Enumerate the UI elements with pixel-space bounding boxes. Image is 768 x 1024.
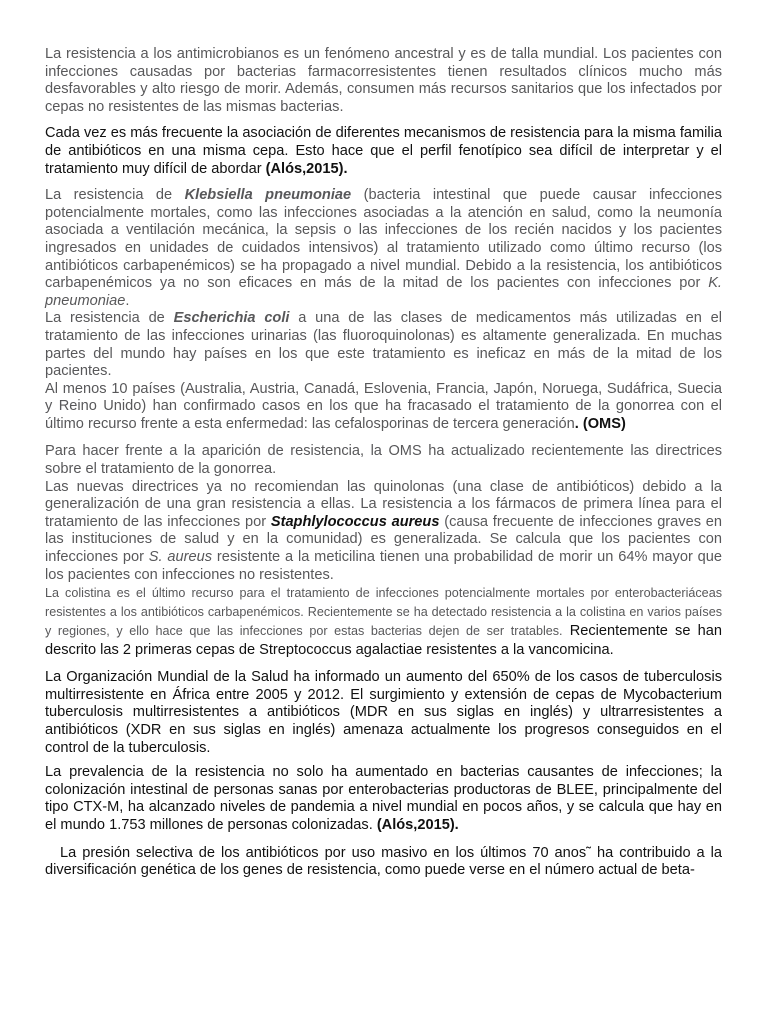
- paragraph-text: La resistencia de: [45, 187, 185, 204]
- citation: (Alós,2015).: [376, 816, 459, 833]
- paragraph-selective-pressure: La presión selectiva de los antibióticos por uso masivo en los últimos 70 anos˜ ha contribuido a la diversificación genética de los genes de resistencia, como puede verse en el número actual de beta-: [45, 844, 722, 879]
- paragraph-text: La resistencia de: [45, 310, 174, 327]
- organism-abbreviation: K. pneumoniae: [45, 275, 722, 309]
- paragraph-text: (bacteria intestinal que puede causar infecciones potencialmente mortales, como las infecciones asociadas a la atención en salud, como la neumonía asociada a ventilación mecánica, la sepsis o las infecciones de los recién nacidos y los pacientes ingresados en unidades de cuidados intensivos) al tratamiento utilizado como último recurso (los antibióticos carbapenémicos) se ha propagado a nivel mundial. Debido a la resistencia, los antibióticos carbapenémicos ya no son eficaces en más de la mitad de los pacientes con infecciones por: [45, 187, 722, 292]
- paragraph-text: Cada vez es más frecuente la asociación de diferentes mecanismos de resistencia para la misma familia de antibióticos en una misma cepa. Esto hace que el perfil fenotípico sea difícil de interpretar y el tratamiento muy difícil de abordar: [45, 125, 722, 177]
- paragraph-oms-guidelines: Para hacer frente a la aparición de resistencia, la OMS ha actualizado recientemente las directrices sobre el tratamiento de la gonorrea.: [45, 443, 722, 478]
- paragraph-text: .: [125, 292, 130, 309]
- paragraph-text-vancomycin: Recientemente se han descrito las 2 primeras cepas de Streptococcus agalactiae resistentes a la vancomicina.: [45, 623, 722, 659]
- paragraph-text: Al menos 10 países (Australia, Austria, Canadá, Eslovenia, Francia, Japón, Noruega, Sudáfrica, Suecia y Reino Unido) han confirmado casos en los que ha fracasado el tratamiento de la gonorrea con el último recurso frente a esta enfermedad: las cefalosporinas de tercera generación: [45, 380, 722, 432]
- paragraph-text: (causa frecuente de infecciones graves en las instituciones de salud y en la comunidad) es generalizada. Se calcula que los pacientes con infecciones por: [45, 513, 722, 566]
- paragraph-klebsiella: [45, 187, 722, 310]
- paragraph-text: a una de las clases de medicamentos más utilizadas en el tratamiento de las infecciones urinarias (las fluoroquinolonas) es altamente generalizada. En muchas partes del mundo hay países en los que este tratamiento es ineficaz en más de la mitad de los pacientes.: [45, 310, 722, 380]
- paragraph-blee-prevalence: [45, 764, 722, 834]
- paragraph-ancestral-resistance: La resistencia a los antimicrobianos es un fenómeno ancestral y es de talla mundial. Los pacientes con infecciones causadas por bacterias farmacorresistentes tienen resultados clínicos mucho más desfavorables y alto riesgo de morir. Además, consumen más recursos sanitarios que los infectados por cepas no resistentes de las mismas bacterias.: [45, 46, 722, 115]
- citation: (Alós,2015).: [265, 160, 348, 177]
- paragraph-colistin: [45, 584, 722, 660]
- paragraph-text: Las nuevas directrices ya no recomiendan las quinolonas (una clase de antibióticos) debido a la generalización de una gran resistencia a ellas. La resistencia a los fármacos de primera línea para el tratamiento de las infecciones por: [45, 478, 722, 530]
- paragraph-combined-mechanisms: [45, 125, 722, 178]
- organism-name: Escherichia coli: [173, 310, 290, 327]
- paragraph-text: resistente a la meticilina tienen una probabilidad de morir un 64% mayor que los pacientes con infecciones no resistentes.: [45, 549, 723, 583]
- organism-abbreviation: S. aureus: [148, 549, 213, 566]
- organism-name: Klebsiella pneumoniae: [184, 187, 352, 204]
- organism-name: Staphlylococcus aureus: [270, 513, 440, 530]
- paragraph-ecoli: [45, 310, 722, 380]
- citation: . (OMS): [574, 415, 626, 432]
- paragraph-gonorrhea-countries: [45, 381, 722, 434]
- paragraph-staphylococcus: [45, 479, 722, 585]
- paragraph-text: La prevalencia de la resistencia no solo ha aumentado en bacterias causantes de infecciones; la colonización intestinal de personas sanas por enterobacterias productoras de BLEE, principalmente del tipo CTX-M, ha alcanzado niveles de pandemia a nivel mundial en pocos años, y se calcula que hay en el mundo 1.753 millones de personas colonizadas.: [45, 764, 722, 833]
- document-page: [45, 46, 722, 880]
- paragraph-text: La colistina es el último recurso para el tratamiento de infecciones potencialmente mortales por enterobacteriáceas resistentes a los antibióticos carbapenémicos. Recientemente se ha detectado resistencia a la colistina en varios países y regiones, y ello hace que las infecciones por estas bacterias dejen de ser tratables.: [45, 586, 722, 639]
- paragraph-tuberculosis: La Organización Mundial de la Salud ha informado un aumento del 650% de los casos de tuberculosis multirresistente en África entre 2005 y 2012. El surgimiento y extensión de cepas de Mycobacterium tuberculosis multirresistentes a antibióticos (MDR en sus siglas en inglés) y ultrarresistentes a antibióticos (XDR en sus siglas en inglés) amenaza actualmente los progresos conseguidos en el control de la tuberculosis.: [45, 669, 722, 756]
